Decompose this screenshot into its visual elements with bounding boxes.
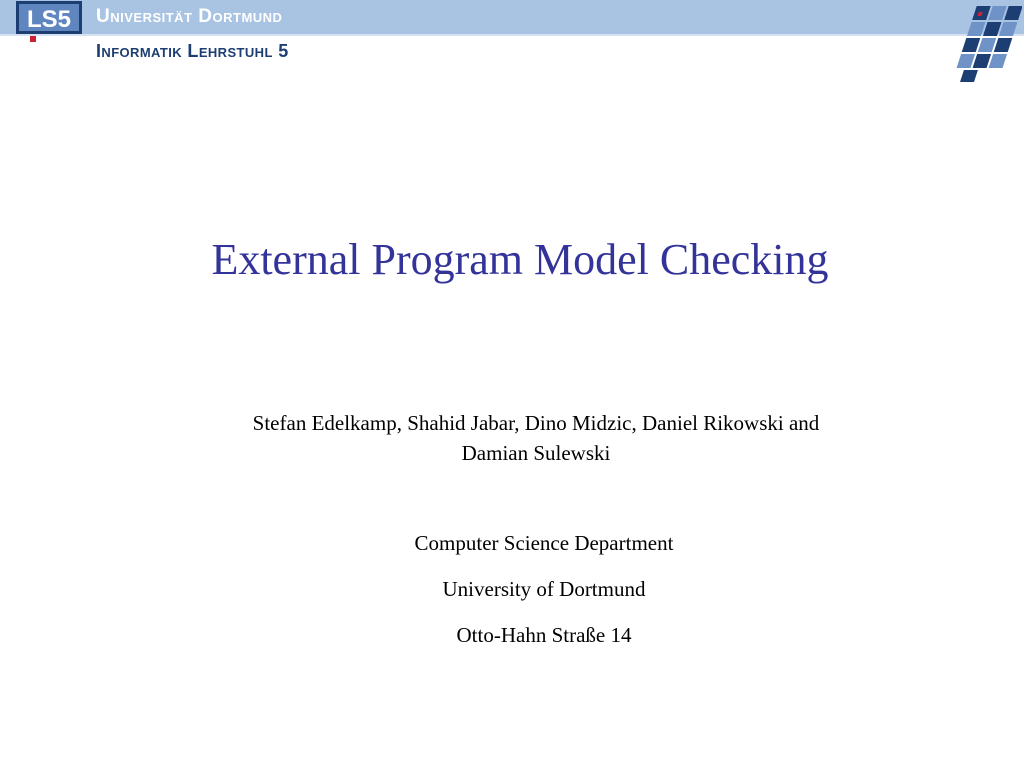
- header-divider: [0, 34, 1024, 36]
- affiliation-university: University of Dortmund: [442, 577, 646, 601]
- chair-name: Informatik Lehrstuhl 5: [96, 41, 289, 61]
- ls5-logo: [16, 1, 82, 45]
- university-name: Universität Dortmund: [96, 6, 283, 27]
- ls5-logo-text: LS5: [26, 6, 72, 33]
- authors: Stefan Edelkamp, Shahid Jabar, Dino Midzic, Daniel Rikowski and Damian Sulewski: [252, 411, 820, 465]
- university-emblem-icon: [952, 2, 1022, 86]
- slide-title: External Program Model Checking: [211, 235, 829, 284]
- affiliation-address: Otto-Hahn Straße 14: [456, 623, 632, 647]
- affiliation-department: Computer Science Department: [414, 531, 674, 555]
